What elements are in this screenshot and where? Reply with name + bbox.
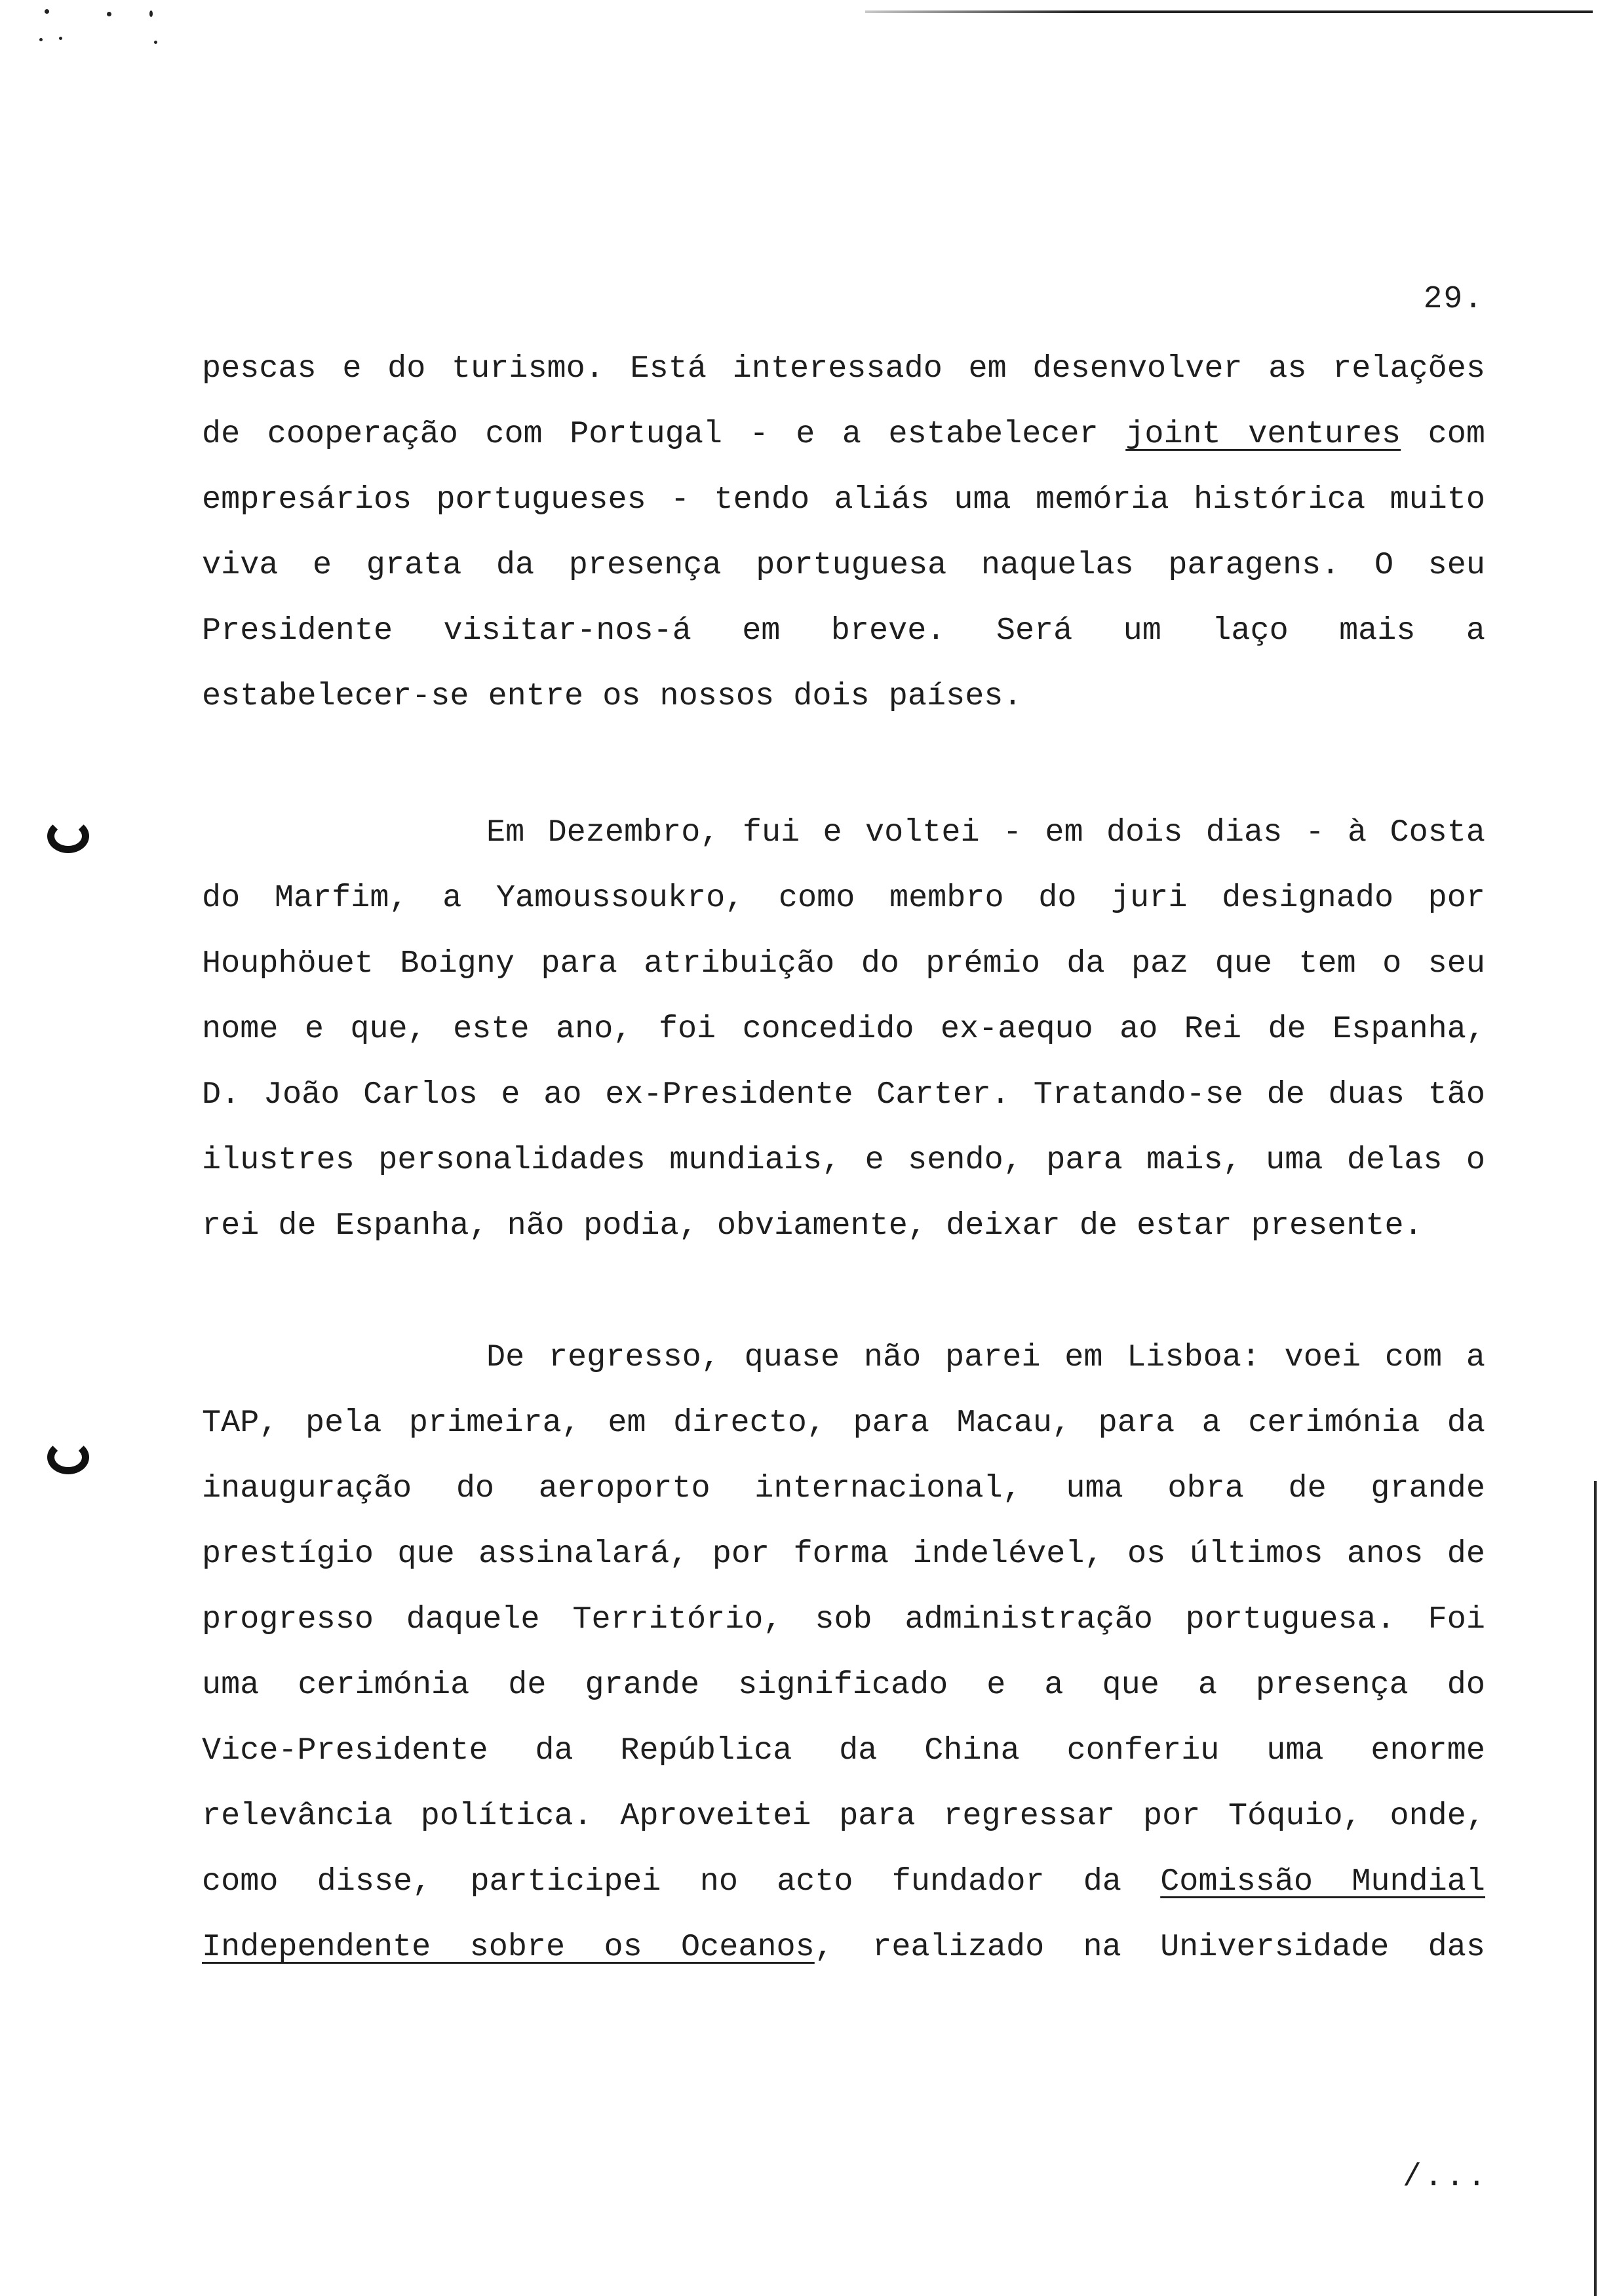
paragraph-2 — [202, 800, 1485, 1259]
underlined-term: joint ventures — [1125, 416, 1401, 452]
text-line: TAP, pela primeira, em directo, para Macau, para a cerimónia da — [202, 1405, 1485, 1441]
text-span: de cooperação com Portugal - e a estabelecer — [202, 416, 1126, 452]
text-line: prestígio que assinalará, por forma indelével, os últimos anos de — [202, 1536, 1485, 1572]
text-line: Presidente visitar-nos-á em breve. Será um laço mais a — [202, 613, 1485, 649]
text-line: ilustres personalidades mundiais, e sendo, para mais, uma delas o — [202, 1142, 1485, 1178]
scan-speck — [39, 38, 43, 41]
text-line — [202, 1849, 1485, 1915]
scan-speck — [154, 41, 157, 44]
scan-right-edge — [1594, 1481, 1597, 2296]
text-span: , realizado na Universidade das — [814, 1929, 1486, 1965]
text-line: rei de Espanha, não podia, obviamente, deixar de estar presente. — [202, 1208, 1423, 1244]
text-line: estabelecer-se entre os nossos dois países. — [202, 678, 1022, 714]
text-line: inauguração do aeroporto internacional, uma obra de grande — [202, 1470, 1485, 1506]
text-line: Vice-Presidente da República da China conferiu uma enorme — [202, 1732, 1485, 1769]
binder-hole-mark — [47, 1440, 89, 1474]
page-number: 29. — [1423, 282, 1484, 317]
paragraph-3 — [202, 1325, 1485, 1980]
text-span: De regresso, quase não parei em Lisboa: voei com a — [486, 1339, 1485, 1375]
text-line — [202, 1915, 1485, 1980]
underlined-term: Independente sobre os Oceanos — [202, 1929, 815, 1965]
text-line — [202, 1325, 1485, 1390]
text-span: com — [1401, 416, 1485, 452]
text-line: viva e grata da presença portuguesa naquelas paragens. O seu — [202, 547, 1485, 583]
underlined-term: Comissão Mundial — [1160, 1864, 1485, 1900]
text-line — [202, 800, 1485, 866]
text-line: D. João Carlos e ao ex-Presidente Carter. Tratando-se de duas tão — [202, 1077, 1485, 1113]
text-line: Houphöuet Boigny para atribuição do prémio da paz que tem o seu — [202, 946, 1485, 982]
scan-speck — [107, 12, 111, 16]
text-span: Em Dezembro, fui e voltei - em dois dias - à Costa — [486, 814, 1485, 851]
text-line: relevância política. Aproveitei para regressar por Tóquio, onde, — [202, 1798, 1485, 1834]
text-line: uma cerimónia de grande significado e a que a presença do — [202, 1667, 1485, 1703]
text-line: do Marfim, a Yamoussoukro, como membro do juri designado por — [202, 880, 1485, 916]
text-line: pescas e do turismo. Está interessado em desenvolver as relações — [202, 351, 1485, 387]
scan-speck — [45, 9, 49, 14]
text-line — [202, 402, 1485, 467]
text-line: nome e que, este ano, foi concedido ex-aequo ao Rei de Espanha, — [202, 1011, 1485, 1047]
continuation-mark: /... — [1403, 2160, 1489, 2195]
text-line: empresários portugueses - tendo aliás uma memória histórica muito — [202, 482, 1485, 518]
text-line: progresso daquele Território, sob administração portuguesa. Foi — [202, 1601, 1485, 1637]
scan-speck — [149, 10, 153, 17]
paragraph-1 — [202, 336, 1485, 729]
scan-speck — [59, 37, 62, 40]
binder-hole-mark — [47, 819, 89, 853]
text-span: como disse, participei no acto fundador da — [202, 1864, 1161, 1900]
scan-top-rule — [865, 10, 1593, 13]
